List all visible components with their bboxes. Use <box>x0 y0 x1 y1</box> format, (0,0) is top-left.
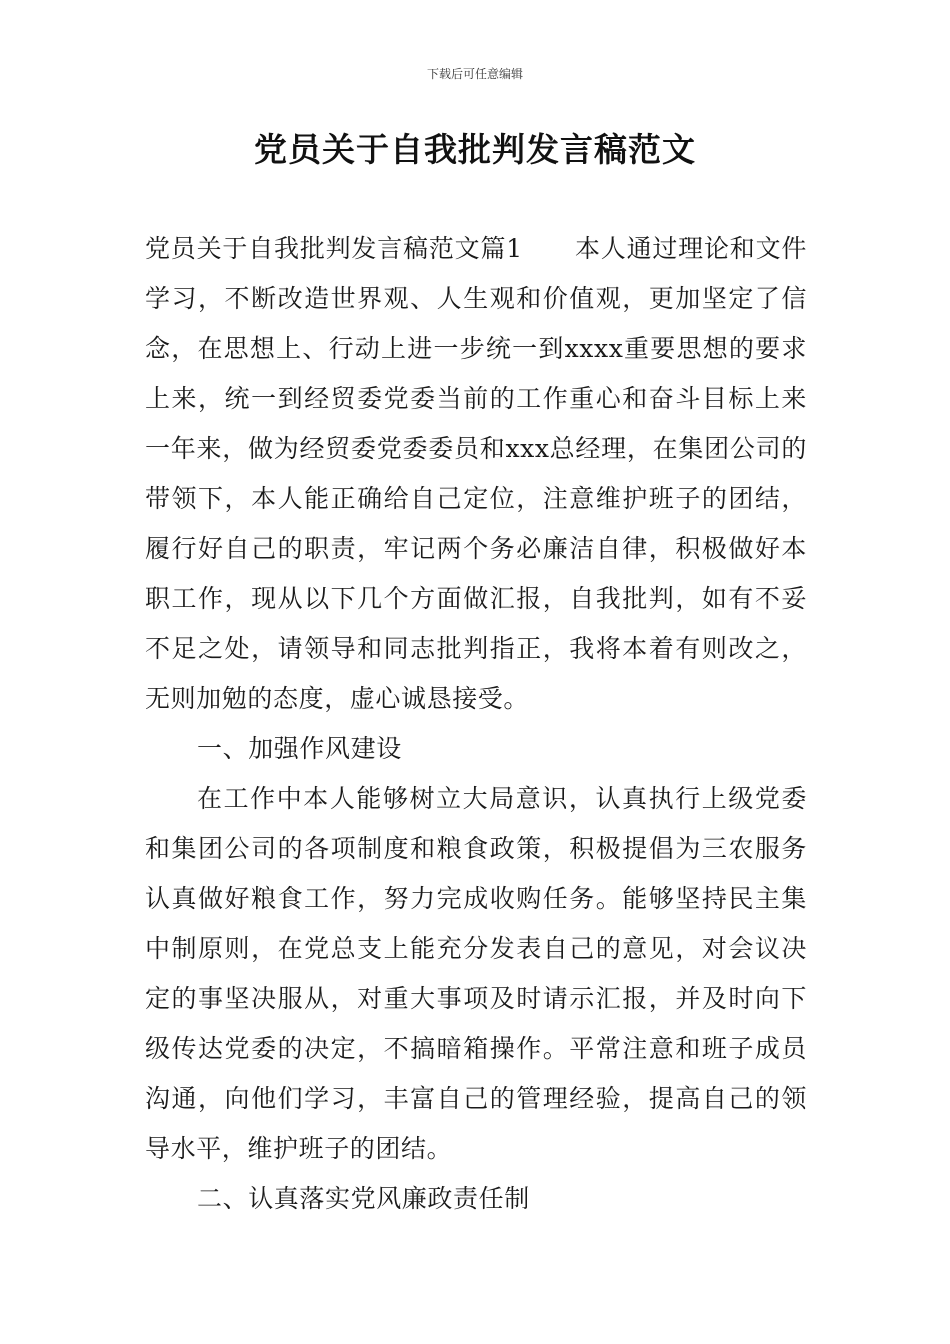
intro-heading: 党员关于自我批判发言稿范文篇1 <box>145 234 523 263</box>
download-note: 下载后可任意编辑 <box>426 67 523 81</box>
intro-body: 本人通过理论和文件学习，不断改造世界观、人生观和价值观，更加坚定了信念，在思想上、行动上进一步统一到xxxx重要思想的要求上来，统一到经贸委党委当前的工作重心和奋斗目标上来一年来，做为经贸委党委委员和xxx总经理，在集团公司的带领下，本人能正确给自己定位，注意维护班子的团结，履行好自己的职责，牢记两个务必廉洁自律，积极做好本职工作，现从以下几个方面做汇报，自我批判，如有不妥不足之处，请领导和同志批判指正，我将本着有则改之，无则加勉的态度，虚心诚恳接受。 <box>145 234 807 713</box>
document-body <box>145 224 807 1224</box>
section-1-body: 在工作中本人能够树立大局意识，认真执行上级党委和集团公司的各项制度和粮食政策，积极提倡为三农服务认真做好粮食工作，努力完成收购任务。能够坚持民主集中制原则，在党总支上能充分发表自己的意见，对会议决定的事坚决服从，对重大事项及时请示汇报，并及时向下级传达党委的决定，不搞暗箱操作。平常注意和班子成员沟通，向他们学习，丰富自己的管理经验，提高自己的领导水平，维护班子的团结。 <box>145 784 807 1163</box>
document-title: 党员关于自我批判发言稿范文 <box>254 130 696 169</box>
intro-paragraph <box>145 224 807 724</box>
section-1-heading: 一、加强作风建设 <box>197 734 402 763</box>
section-2-heading: 二、认真落实党风廉政责任制 <box>197 1184 530 1213</box>
